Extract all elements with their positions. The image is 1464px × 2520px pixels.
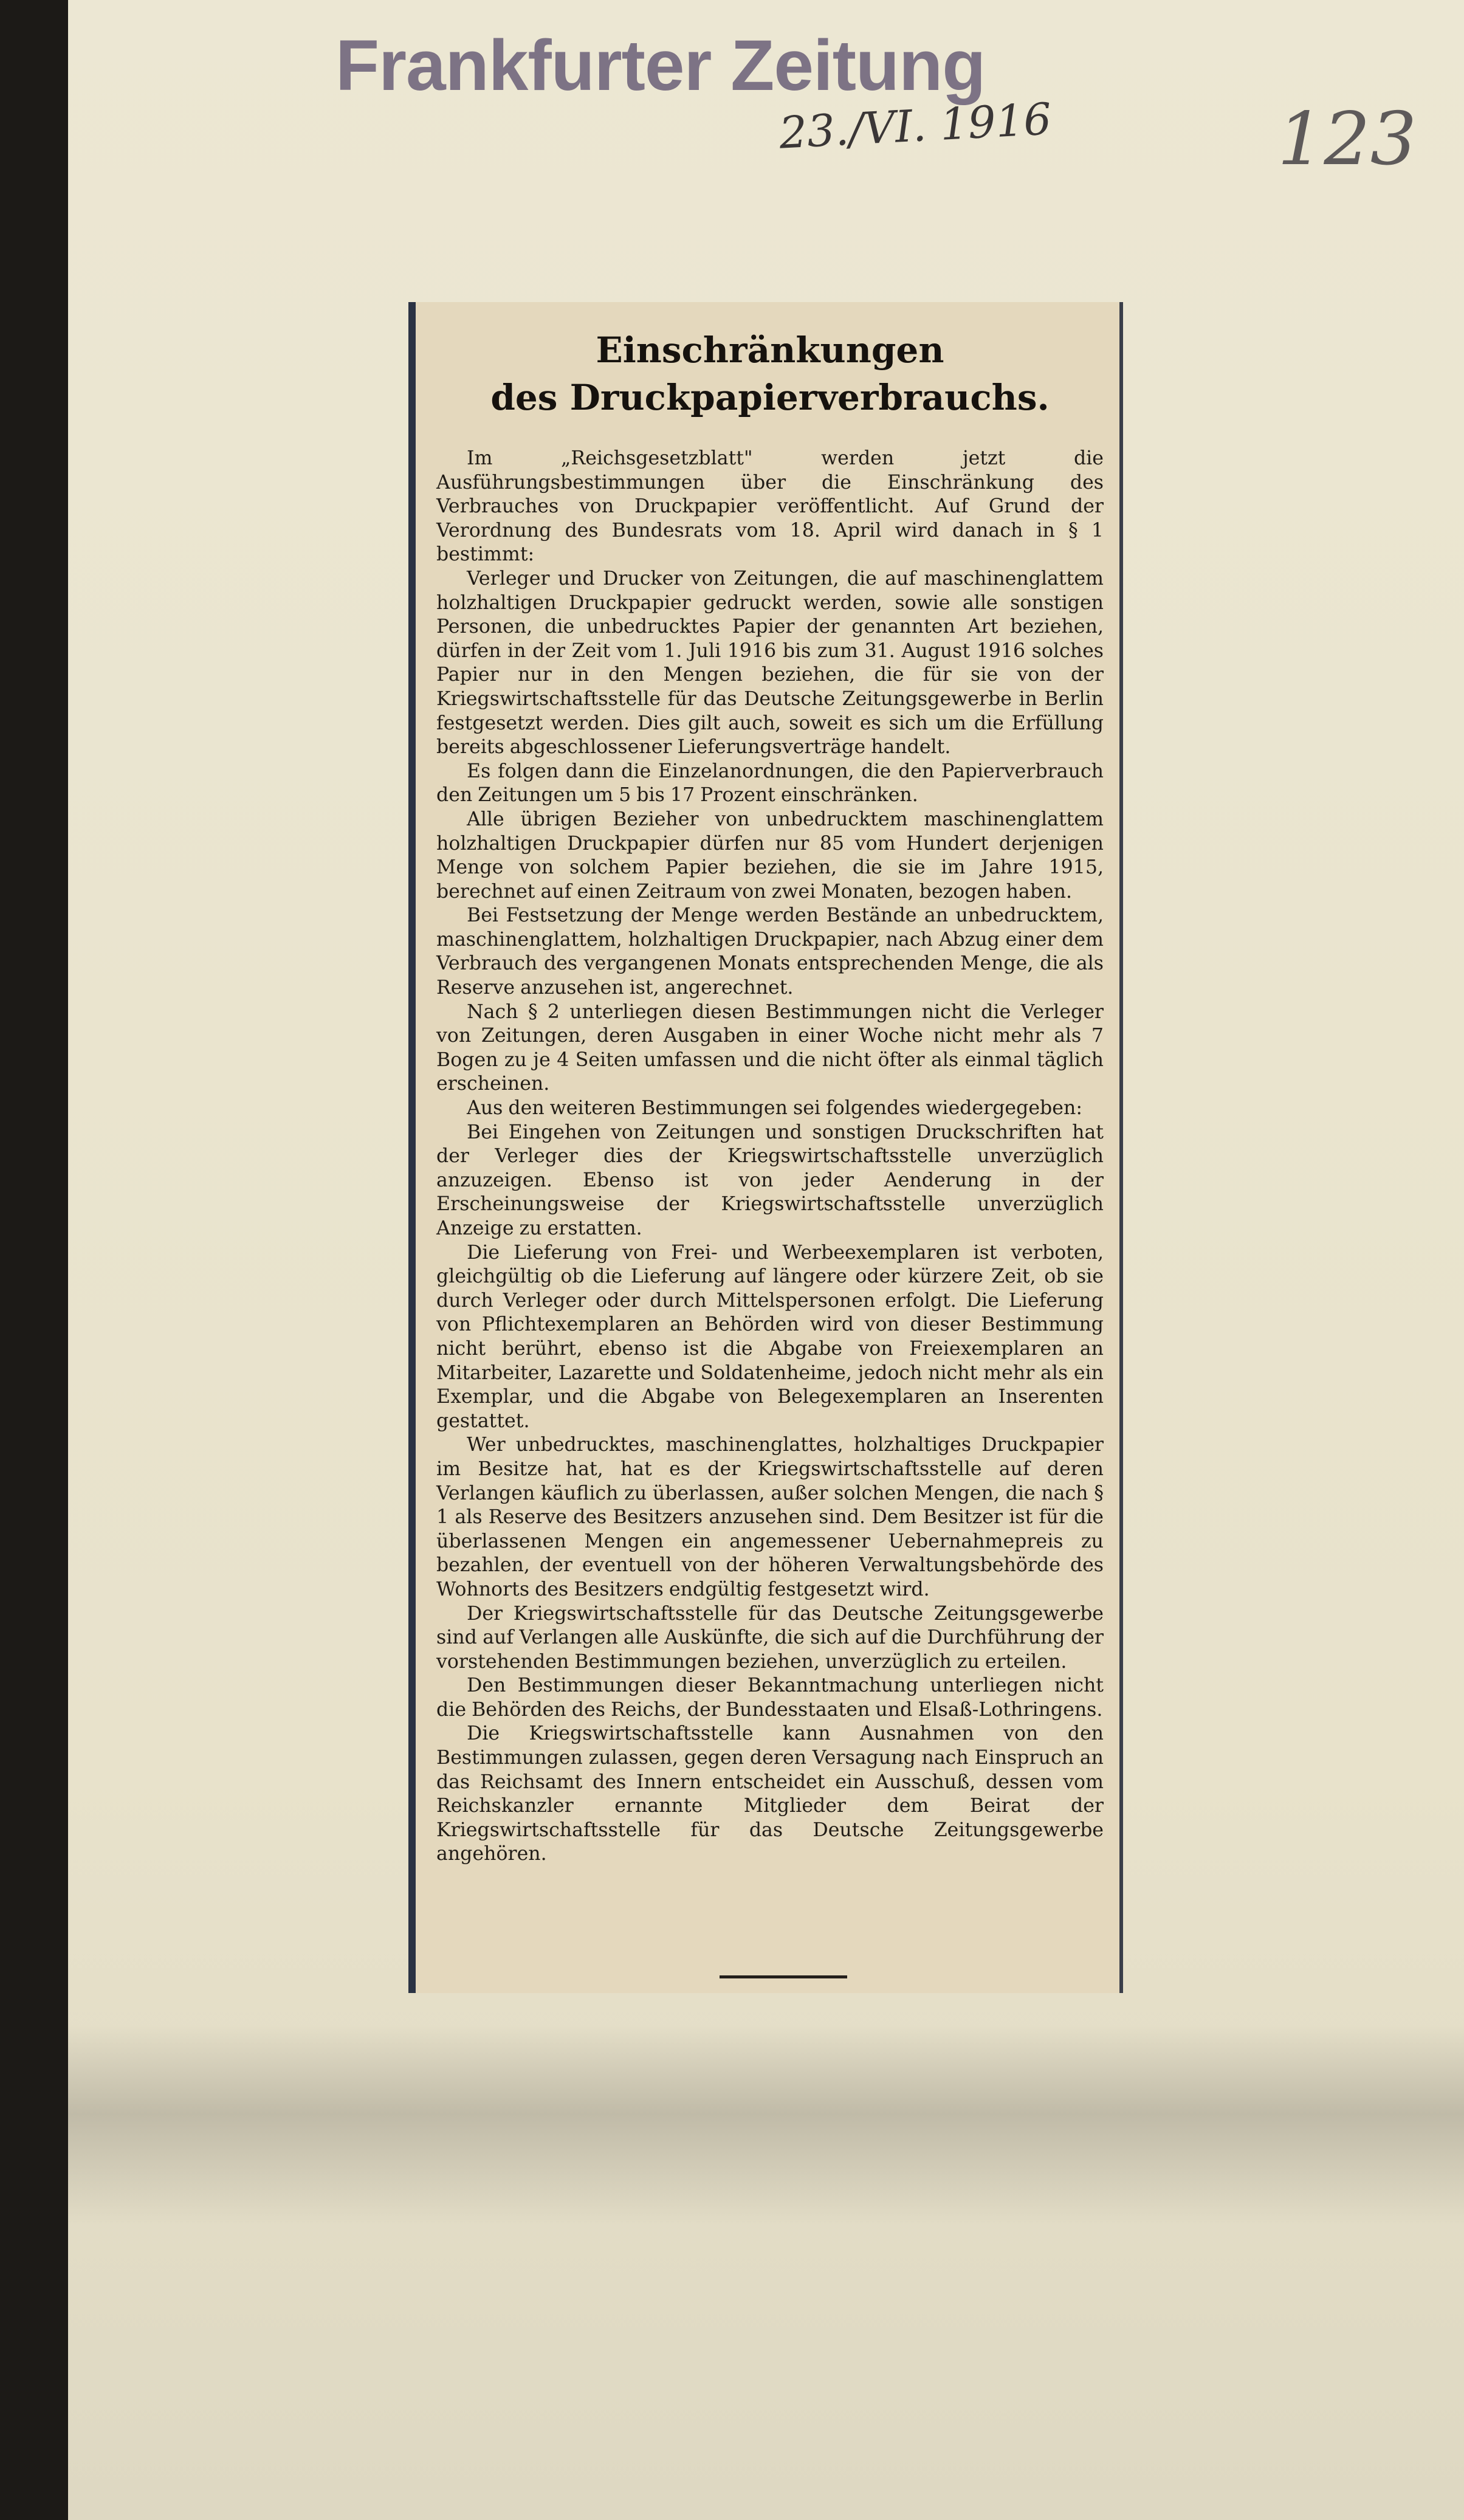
- newspaper-clipping: [408, 302, 1123, 1993]
- article-paragraph: Verleger und Drucker von Zeitungen, die auf maschinenglattem holzhaltigen Druckpapier gedruckt werden, sowie alle sonstigen Personen, die unbedrucktes Papier der genannten Art beziehen, dürfen in der Zeit vom 1. Juli 1916 bis zum 31. August 1916 solches Papier nur in den Mengen beziehen, die für sie von der Kriegswirtschaftsstelle für das Deutsche Zeitungsgewerbe in Berlin festgesetzt werden. Dies gilt auch, soweit es sich um die Erfüllung bereits abgeschlossener Lieferungsverträge handelt.: [436, 567, 1104, 759]
- article-paragraph: Den Bestimmungen dieser Bekanntmachung unterliegen nicht die Behörden des Reichs, der Bundesstaaten und Elsaß-Lothringens.: [436, 1675, 1104, 1721]
- article-paragraph: Bei Eingehen von Zeitungen und sonstigen Druckschriften hat der Verleger dies der Kriegswirtschaftsstelle unverzüglich anzuzeigen. Ebenso ist von jeder Aenderung in der Erscheinungsweise der Kriegswirtschaftsstelle unverzüglich Anzeige zu erstatten.: [436, 1121, 1104, 1239]
- article-paragraph: Bei Festsetzung der Menge werden Bestände an unbedrucktem, maschinenglattem, holzhaltigen Druckpapier, nach Abzug einer dem Verbrauch des vergangenen Monats entsprechenden Menge, die als Reserve anzusehen ist, angerechnet.: [436, 904, 1104, 999]
- handwritten-archive-number: 123: [1277, 97, 1417, 182]
- article-paragraph: Alle übrigen Bezieher von unbedrucktem maschinenglattem holzhaltigen Druckpapier dürfen nur 85 vom Hundert derjenigen Menge von solchem Papier beziehen, die sie im Jahre 1915, berechnet auf einen Zeitraum von zwei Monaten, bezogen haben.: [436, 808, 1104, 903]
- article-paragraph: Wer unbedrucktes, maschinenglattes, holzhaltiges Druckpapier im Besitze hat, hat es der Kriegswirtschaftsstelle auf deren Verlangen käuflich zu überlassen, außer solchen Mengen, die nach § 1 als Reserve des Besitzers anzusehen sind. Dem Besitzer ist für die überlassenen Mengen ein angemessener Uebernahmepreis zu bezahlen, der eventuell von der höheren Verwaltungsbehörde des Wohnorts des Besitzers endgültig festgesetzt wird.: [436, 1434, 1104, 1600]
- article-paragraph: Nach § 2 unterliegen diesen Bestimmungen nicht die Verleger von Zeitungen, deren Ausgaben in einer Woche nicht mehr als 7 Bogen zu je 4 Seiten umfassen und die nicht öfter als einmal täglich erscheinen.: [436, 1000, 1104, 1095]
- article-paragraph: Der Kriegswirtschaftsstelle für das Deutsche Zeitungsgewerbe sind auf Verlangen alle Auskünfte, die sich auf die Durchführung der vorstehenden Bestimmungen beziehen, unverzüglich zu erteilen.: [436, 1602, 1104, 1673]
- article-body: [436, 447, 1104, 1867]
- article-paragraph: Es folgen dann die Einzelanordnungen, die den Papierverbrauch den Zeitungen um 5 bis 17 Prozent einschränken.: [436, 760, 1104, 807]
- newspaper-stamp: Frankfurter Zeitung: [335, 26, 986, 106]
- archive-sheet: [68, 0, 1464, 2520]
- article-headline: Einschränkungen des Druckpapierverbrauchs.: [490, 329, 1050, 418]
- handwritten-date: 23./VI. 1916: [778, 93, 1053, 159]
- article-paragraph: Im „Reichsgesetzblatt" werden jetzt die Ausführungsbestimmungen über die Einschränkung des Verbrauches von Druckpapier veröffentlicht. Auf Grund der Verordnung des Bundesrats vom 18. April wird danach in § 1 bestimmt:: [436, 447, 1104, 566]
- article-paragraph: Die Lieferung von Frei- und Werbeexemplaren ist verboten, gleichgültig ob die Lieferung auf längere oder kürzere Zeit, ob sie durch Verleger oder durch Mittelspersonen erfolgt. Die Lieferung von Pflichtexemplaren an Behörden wird von dieser Bestimmung nicht berührt, ebenso ist die Abgabe von Freiexemplaren an Mitarbeiter, Lazarette und Soldatenheime, jedoch nicht mehr als ein Exemplar, und die Abgabe von Belegexemplaren an Inserenten gestattet.: [436, 1241, 1104, 1432]
- closing-rule: [720, 1975, 847, 1978]
- article-paragraph: Die Kriegswirtschaftsstelle kann Ausnahmen von den Bestimmungen zulassen, gegen deren Versagung nach Einspruch an das Reichsamt des Innern entscheidet ein Ausschuß, dessen vom Reichskanzler ernannte Mitglieder dem Beirat der Kriegswirtschaftsstelle für das Deutsche Zeitungsgewerbe angehören.: [436, 1723, 1104, 1865]
- article-paragraph: Aus den weiteren Bestimmungen sei folgendes wiedergegeben:: [467, 1097, 1082, 1120]
- fold-shadow: [68, 2024, 1464, 2225]
